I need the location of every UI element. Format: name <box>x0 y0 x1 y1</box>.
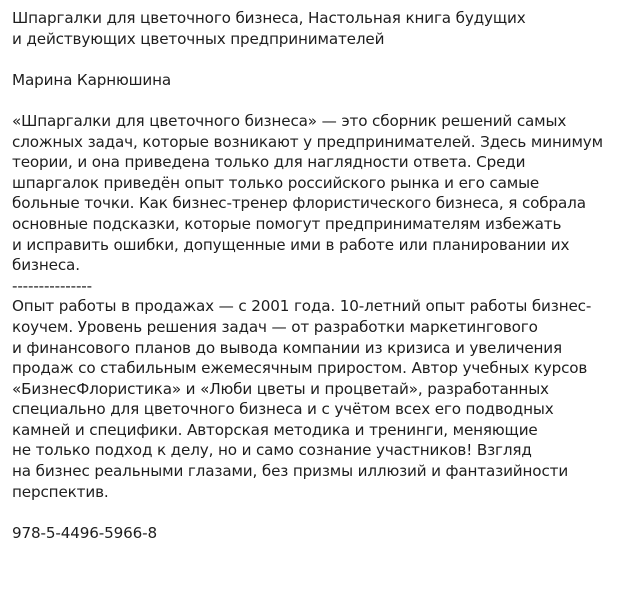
bio-line: специально для цветочного бизнеса и с учётом всех его подводных <box>12 400 554 419</box>
bio-line: камней и специфики. Авторская методика и тренинги, меняющие <box>12 420 538 439</box>
book-title-line-2: и действующих цветочных предпринимателей <box>12 29 385 48</box>
description-line: теории, и она приведена только для наглядности ответа. Среди <box>12 153 526 172</box>
bio-line: Опыт работы в продажах — с 2001 года. 10-летний опыт работы бизнес- <box>12 297 592 316</box>
bio-line: «БизнесФлористика» и «Люби цветы и процветай», разработанных <box>12 379 549 398</box>
book-title-line-1: Шпаргалки для цветочного бизнеса, Настольная книга будущих <box>12 9 526 27</box>
description-line: основные подсказки, которые помогут предпринимателям избежать <box>12 214 562 233</box>
description-paragraph <box>12 111 634 276</box>
bio-line: и финансового планов до вывода компании из кризиса и увеличения <box>12 338 562 357</box>
description-line: шпаргалок приведён опыт только российского рынка и его самые <box>12 173 540 192</box>
book-description <box>12 8 634 543</box>
author-name: Марина Карнюшина <box>12 70 172 89</box>
bio-line: перспектив. <box>12 482 109 501</box>
spacer <box>12 502 634 523</box>
description-line: больные точки. Как бизнес-тренер флористического бизнеса, я собрала <box>12 194 586 213</box>
description-line: сложных задач, которые возникают у предпринимателей. Здесь минимум <box>12 132 603 151</box>
bio-line: на бизнес реальными глазами, без призмы иллюзий и фантазийности <box>12 462 569 481</box>
separator-line: --------------- <box>12 276 92 295</box>
isbn: 978-5-4496-5966-8 <box>12 523 157 542</box>
author-bio-paragraph <box>12 296 634 502</box>
bio-line: не только подход к делу, но и само сознание участников! Взгляд <box>12 441 532 460</box>
spacer <box>12 90 634 111</box>
bio-line: коучем. Уровень решения задач — от разработки маркетингового <box>12 317 538 336</box>
bio-line: продаж со стабильным ежемесячным приростом. Автор учебных курсов <box>12 359 588 378</box>
description-line: «Шпаргалки для цветочного бизнеса» — это сборник решений самых <box>12 111 567 130</box>
description-line: бизнеса. <box>12 256 80 275</box>
description-line: и исправить ошибки, допущенные ими в работе или планировании их <box>12 235 570 254</box>
spacer <box>12 49 634 70</box>
